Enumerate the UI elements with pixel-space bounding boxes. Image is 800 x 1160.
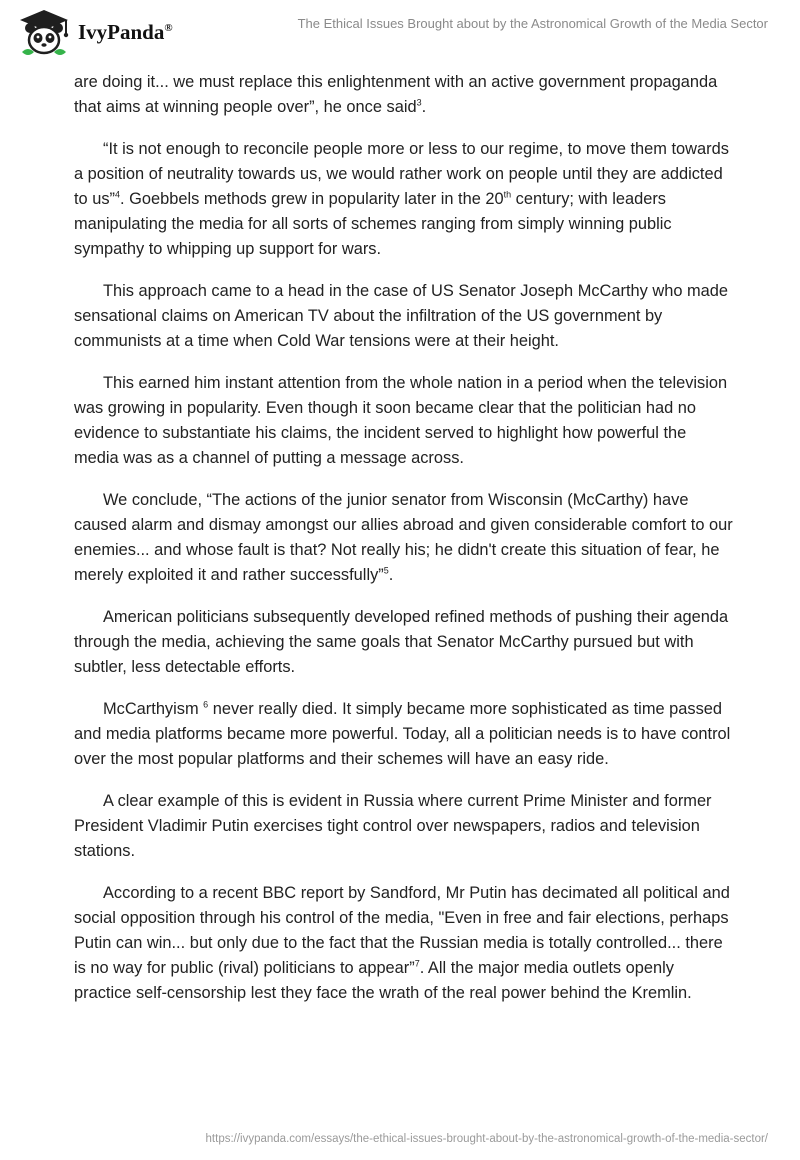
- paragraph: “It is not enough to reconcile people more or less to our regime, to move them towards a position of neutrality towards us, we would rather work on people until they are addicted to us”$^4$. Goebbels methods grew in popularity later in the 20th century; with leaders manipulating the media for all sorts of schemes ranging from simply winning public sympathy to whipping up support for wars.: [74, 140, 729, 258]
- footnote-ref: 7: [414, 958, 420, 969]
- document-title: The Ethical Issues Brought about by the Astronomical Growth of the Media Sector: [297, 16, 768, 31]
- paragraph: American politicians subsequently developed refined methods of pushing their agenda through the media, achieving the same goals that Senator McCarthy pursued but with subtler, less detectable efforts.: [74, 608, 729, 676]
- footnote-ref: 3: [416, 97, 422, 108]
- paragraph: McCarthyism $^6$ never really died. It simply became more sophisticated as time passed and media platforms became more powerful. Today, all a politician needs is to have control over the most popular platforms and their schemes will have an easy ride.: [74, 699, 731, 768]
- footnote-ref: 4: [115, 189, 121, 200]
- page-header: [0, 0, 800, 60]
- paragraph: According to a recent BBC report by Sandford, Mr Putin has decimated all political and social opposition through his control of the media, "Even in free and fair elections, perhaps Putin can win... but only due to the fact that the Russian media is totally controlled... there is no way for public (rival) politicians to appear”$^7$. All the major media outlets openly practice self-censorship lest they face the wrath of the real power behind the Kremlin.: [74, 884, 730, 1002]
- paragraph: This approach came to a head in the case of US Senator Joseph McCarthy who made sensational claims on American TV about the infiltration of the US government by communists at a time when Cold War tensions were at their height.: [74, 282, 729, 350]
- paragraph: A clear example of this is evident in Russia where current Prime Minister and former President Vladimir Putin exercises tight control over newspapers, radios and television stations.: [74, 792, 712, 860]
- footnote-ref: 6: [203, 699, 209, 710]
- paragraph: are doing it... we must replace this enlightenment with an active government propaganda that aims at winning people over”, he once said$^3$.: [74, 73, 718, 116]
- paragraph: We conclude, “The actions of the junior senator from Wisconsin (McCarthy) have caused alarm and dismay amongst our allies abroad and given considerable comfort to our enemies... and whose fault is that? Not really his; he didn't create this situation of fear, he merely exploited it and rather successfully”$^5$.: [74, 491, 733, 584]
- footnote-ref: 5: [383, 565, 389, 576]
- essay-body: [74, 70, 734, 1023]
- paragraph: This earned him instant attention from the whole nation in a period when the television was growing in popularity. Even though it soon became clear that the politician had no evidence to substantiate his claims, the incident served to highlight how powerful the media was as a channel of putting a message across.: [74, 374, 728, 467]
- panda-logo-icon[interactable]: [14, 6, 74, 58]
- source-url-link[interactable]: https://ivypanda.com/essays/the-ethical-issues-brought-about-by-the-astronomical-growth-of-the-media-sector/: [205, 1133, 768, 1145]
- brand-name[interactable]: IvyPanda®: [78, 20, 173, 44]
